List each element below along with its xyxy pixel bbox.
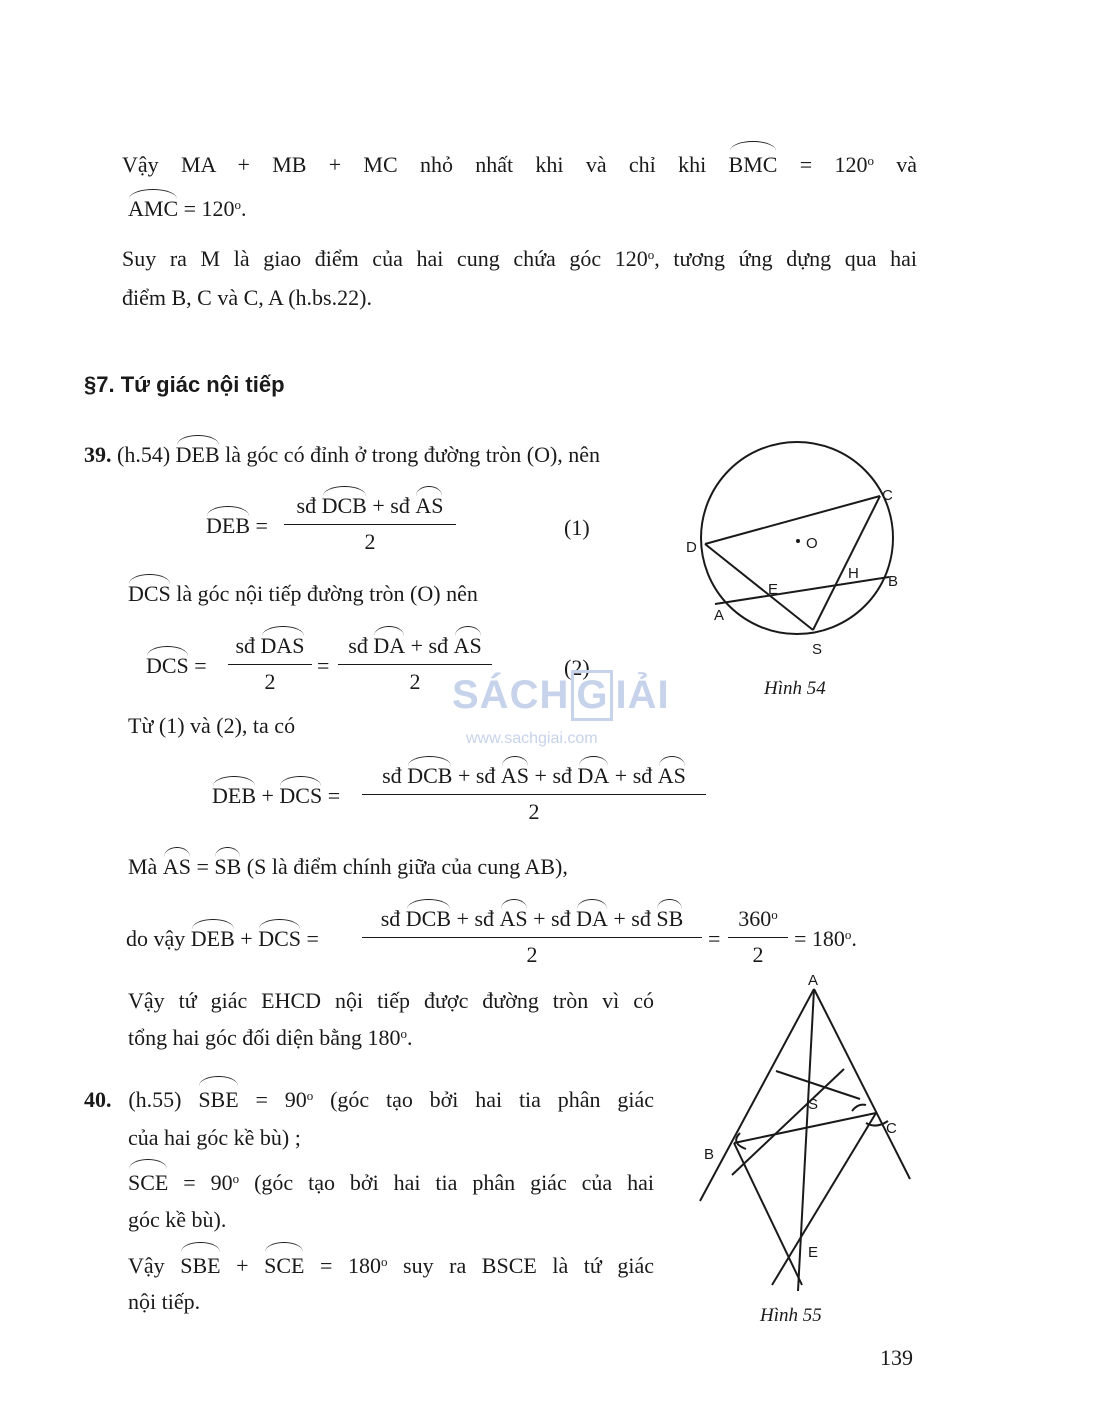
watermark-brand: SÁCH G IẢI <box>452 670 670 721</box>
eq-final-360: 360$^o$ 2 <box>728 905 788 968</box>
eq-sum-lhs: DEB + DCS = <box>212 783 341 808</box>
dcs-intro: DCS là góc nội tiếp đường tròn (O) nên <box>128 581 478 606</box>
paragraph-min-sum: Vậy MA + MB + MC nhỏ nhất khi và chỉ khi BMC = $120^o$ và <box>122 147 917 183</box>
label-h: H <box>848 565 859 582</box>
arc-amc: AMC <box>128 196 179 221</box>
ex40-line1: 40. (h.55) SBE = $90^o$ (góc tạo bởi hai tia phân giác <box>84 1082 654 1118</box>
paragraph-intersection: Suy ra M là giao điểm của hai cung chứa góc 120$^o$, tương ứng dựng qua hai <box>122 246 917 271</box>
arc-bmc: BMC <box>729 147 778 183</box>
line-ce <box>772 1113 876 1285</box>
eq-final-fraction: sđ DCB + sđ AS + sđ DA + sđ SB 2 <box>362 905 702 968</box>
eq1-label: (1) <box>564 515 590 540</box>
label-s: S <box>808 1096 819 1113</box>
caption-fig54: Hình 54 <box>764 678 826 699</box>
page-number: 139 <box>880 1345 913 1370</box>
label-e: E <box>768 581 779 598</box>
eq-final-lhs: do vậy DEB + DCS = <box>126 926 319 951</box>
as-equals-sb: Mà AS = SB (S là điểm chính giữa của cung AB), <box>128 854 568 879</box>
label-o: O <box>806 535 818 552</box>
chord-dc <box>705 496 880 544</box>
eq1-lhs: DEB = <box>206 513 268 538</box>
eq2-lhs: DCS = <box>146 653 207 678</box>
text-min-sum: Vậy MA + MB + MC nhỏ nhất khi và chỉ khi <box>122 152 707 177</box>
ray-ab <box>700 989 814 1201</box>
ex40-line5: Vậy SBE + SCE = $180^o$ suy ra BSCE là tứ giác <box>128 1248 654 1284</box>
figure-55 <box>690 975 930 1295</box>
eq-sum-fraction: sđ DCB + sđ AS + sđ DA + sđ AS 2 <box>362 762 706 825</box>
label-d: D <box>686 539 697 556</box>
label-s: S <box>812 641 823 658</box>
line-amc: AMC = $120^o$. <box>128 196 247 221</box>
eq-final-result: = $180^o$. <box>794 926 857 951</box>
section-title: §7. Tứ giác nội tiếp <box>84 372 285 397</box>
figure-54 <box>680 440 920 680</box>
label-c: C <box>886 1120 897 1137</box>
ex39-intro: 39. (h.54) DEB là góc có đỉnh ở trong đường tròn (O), nên <box>84 442 601 467</box>
from-1-2: Từ (1) và (2), ta có <box>128 713 296 738</box>
eq2-label: (2) <box>564 655 590 680</box>
chord-ab <box>715 577 889 604</box>
chord-cs <box>813 496 880 630</box>
label-e: E <box>808 1244 819 1261</box>
exercise-number-40: 40. <box>84 1087 112 1112</box>
segment-bc <box>734 1113 876 1143</box>
line-be <box>734 1143 802 1285</box>
paragraph-intersection-line2: điểm B, C và C, A (h.bs.22). <box>122 285 372 310</box>
conclusion-39-line2: tổng hai góc đối diện bằng 180$^o$. <box>128 1025 413 1050</box>
eq2-fraction-a: sđ DAS 2 <box>228 632 312 695</box>
ex40-line6: nội tiếp. <box>128 1289 201 1314</box>
watermark-url: www.sachgiai.com <box>466 730 598 747</box>
text-va: và <box>896 152 918 177</box>
eq1-fraction: sđ DCB + sđ AS 2 <box>284 492 456 555</box>
exercise-number-39: 39. <box>84 442 112 467</box>
line-2 <box>732 1069 844 1175</box>
label-c: C <box>882 487 893 504</box>
eq2-fraction-b: sđ DA + sđ AS 2 <box>338 632 492 695</box>
caption-fig55: Hình 55 <box>760 1305 822 1326</box>
label-b: B <box>888 573 899 590</box>
ex40-line4: góc kề bù). <box>128 1207 227 1232</box>
conclusion-39-line1: Vậy tứ giác EHCD nội tiếp được đường tròn vì có <box>128 988 654 1013</box>
text-eq120: = 120 <box>799 152 868 177</box>
ex40-line3: SCE = $90^o$ (góc tạo bởi hai tia phân giác của hai <box>128 1165 654 1201</box>
ex40-line2: của hai góc kề bù) ; <box>128 1125 301 1150</box>
label-a: A <box>808 975 819 989</box>
label-b: B <box>704 1146 715 1163</box>
label-a: A <box>714 607 725 624</box>
